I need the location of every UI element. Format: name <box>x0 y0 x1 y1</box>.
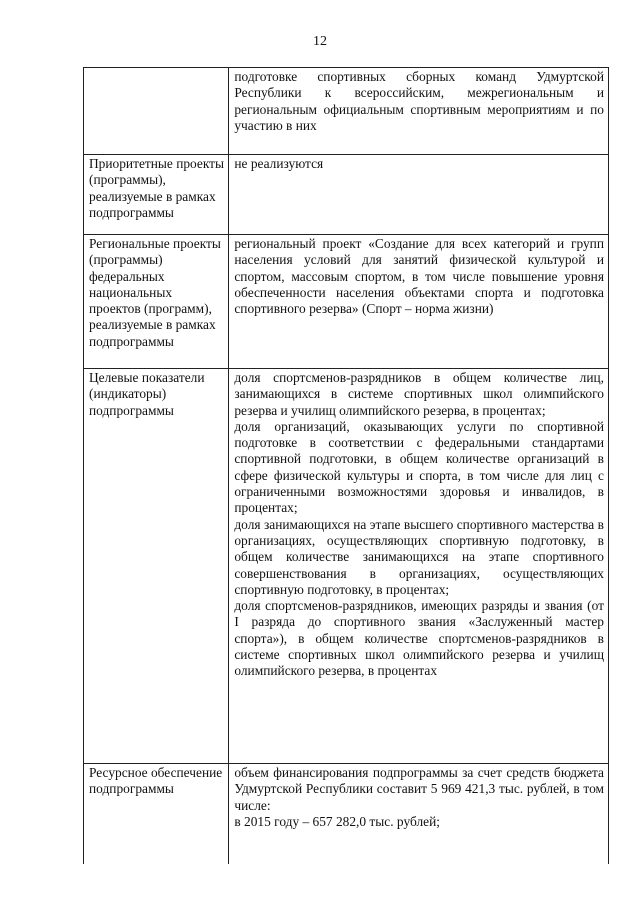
table-row <box>84 155 609 235</box>
row-value-cell <box>229 369 609 764</box>
value-paragraph: доля занимающихся на этапе высшего спортивного мастерства в организациях, осуществляющих спортивную подготовку, в общем количестве занимающихся на этапе спортивного совершенствования в организациях, осуществляющих спортивную подготовку, в процентах; <box>234 516 604 597</box>
table-row <box>84 764 609 864</box>
row-label-target-indicators: Целевые показатели (индикаторы) подпрограммы <box>84 369 229 764</box>
value-paragraph: региональный проект «Создание для всех категорий и групп населения условий для занятий физической культурой и спортом, массовым спортом, в том числе повышение уровня обеспеченности населения объектами спорта и подготовка спортивного резерва» (Спорт – норма жизни) <box>234 236 604 317</box>
row-value-cell <box>229 68 609 155</box>
passport-table <box>83 67 609 864</box>
page-number: 12 <box>313 34 327 49</box>
row-label-regional-projects: Региональные проекты (программы) федеральных национальных проектов (программ), реализуемые в рамках подпрограммы <box>84 235 229 369</box>
table-row <box>84 68 609 155</box>
value-paragraph: доля организаций, оказывающих услуги по спортивной подготовке в соответствии с федеральными стандартами спортивной подготовки, в общем количестве организаций в сфере физической культуры и спорта, в том числе для лиц с ограниченными возможностями здоровья и инвалидов, в процентах; <box>234 418 604 516</box>
row-label-resources: Ресурсное обеспечение подпрограммы <box>84 764 229 864</box>
table-row <box>84 369 609 764</box>
value-paragraph: в 2015 году – 657 282,0 тыс. рублей; <box>234 813 440 829</box>
value-paragraph: подготовке спортивных сборных команд Удмуртской Республики к всероссийским, межрегиональным и региональным официальным спортивным мероприятиям и по участию в них <box>234 69 604 133</box>
table-row <box>84 235 609 369</box>
row-label-priority-projects: Приоритетные проекты (программы), реализуемые в рамках подпрограммы <box>84 155 229 235</box>
value-paragraph: не реализуются <box>234 156 324 171</box>
row-label-cell <box>84 68 229 155</box>
row-value-cell <box>229 235 609 369</box>
value-paragraph: объем финансирования подпрограммы за счет средств бюджета Удмуртской Республики составит 5 969 421,3 тыс. рублей, в том числе: <box>234 765 604 813</box>
row-value-cell <box>229 155 609 235</box>
row-value-cell <box>229 764 609 864</box>
value-paragraph: доля спортсменов-разрядников в общем количестве лиц, занимающихся в системе спортивных школ олимпийского резерва и училищ олимпийского резерва, в процентах; <box>234 370 604 418</box>
value-paragraph: доля спортсменов-разрядников, имеющих разряды и звания (от I разряда до спортивного звания «Заслуженный мастер спорта»), в общем количестве спортсменов-разрядников в системе спортивных школ олимпийского резерва и училищ олимпийского резерва, в процентах <box>234 598 604 679</box>
